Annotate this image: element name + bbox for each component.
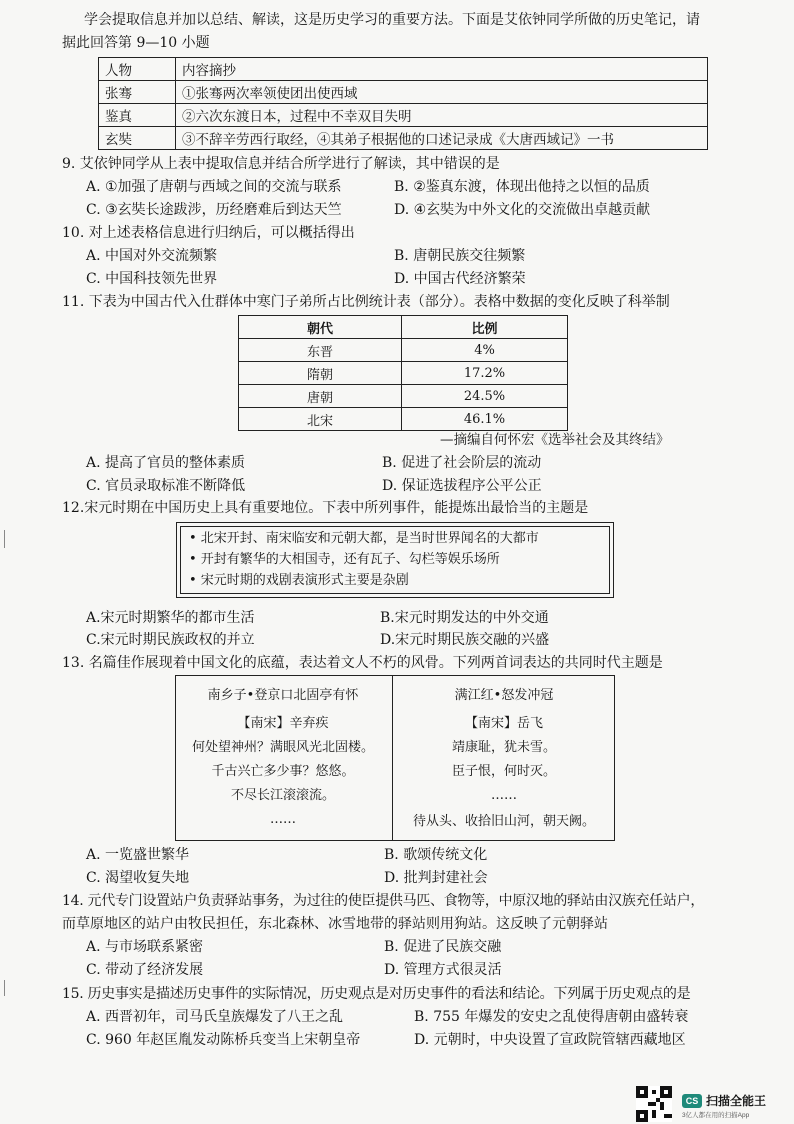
table-header: 朝代: [239, 316, 402, 339]
poem-line: 千古兴亡多少事？悠悠。: [211, 764, 355, 779]
table-row: [239, 339, 568, 362]
poem-line: 不尽长江滚滚流。: [230, 788, 335, 803]
q13-option-b[interactable]: B. 歌颂传统文化: [384, 847, 488, 863]
cs-logo-icon: CS: [682, 1094, 702, 1108]
table-row: [99, 58, 708, 81]
q11-option-d[interactable]: D. 保证选拔程序公平公正: [382, 478, 542, 494]
poem-line: ……: [270, 812, 296, 827]
q14-option-c[interactable]: C. 带动了经济发展: [86, 962, 204, 978]
table-cell: 玄奘: [99, 127, 176, 150]
q11-option-b[interactable]: B. 促进了社会阶层的流动: [382, 455, 542, 471]
intro-line-1: 学会提取信息并加以总结、解读，这是历史学习的重要方法。下面是艾依钟同学所做的历史笔记，请: [84, 12, 700, 28]
table-cell: 鉴真: [99, 104, 176, 127]
notes-table: [98, 57, 708, 150]
table-row: [239, 385, 568, 408]
q10-option-b[interactable]: B. 唐朝民族交往频繁: [394, 248, 526, 264]
scan-mark: [4, 530, 5, 548]
q14-option-d[interactable]: D. 管理方式很灵活: [384, 962, 502, 978]
table-row: [99, 127, 708, 150]
table-cell: 17.2%: [402, 362, 568, 385]
table-cell: 隋朝: [239, 362, 402, 385]
q13-option-a[interactable]: A. 一览盛世繁华: [86, 847, 190, 863]
table-cell: ③不辞辛劳西行取经，④其弟子根据他的口述记录成《大唐西域记》一书: [176, 127, 708, 150]
table-cell: 张骞: [99, 81, 176, 104]
poem-line: 何处望神州？满眼风光北固楼。: [191, 740, 374, 755]
table-cell: 46.1%: [402, 408, 568, 431]
table-cell: 4%: [402, 339, 568, 362]
q9-option-c[interactable]: C. ③玄奘长途跋涉，历经磨难后到达天竺: [86, 202, 342, 218]
table-row: [99, 104, 708, 127]
scanner-watermark: [636, 1096, 786, 1120]
poem-right: [392, 676, 615, 840]
table-cell: 唐朝: [239, 385, 402, 408]
q13-option-c[interactable]: C. 渴望收复失地: [86, 870, 190, 886]
q14-stem-line-1: 14. 元代专门设置站户负责驿站事务，为过往的使臣提供马匹、食物等，中原汉地的驿站由汉族充任站户，: [62, 893, 705, 909]
poem-author: 【南宋】岳飞: [464, 716, 543, 731]
q9-option-a[interactable]: A. ①加强了唐朝与西域之间的交流与联系: [86, 179, 342, 195]
scanner-tagline: 3亿人都在用的扫描App: [682, 1112, 750, 1119]
q15-option-c[interactable]: C. 960 年赵匡胤发动陈桥兵变当上宋朝皇帝: [86, 1032, 361, 1048]
poem-title: 满江红•怒发冲冠: [454, 688, 554, 703]
table-cell: 北宋: [239, 408, 402, 431]
ratio-table: [238, 315, 568, 431]
bullet-item: • 开封有繁华的大相国寺，还有瓦子、勾栏等娱乐场所: [189, 552, 500, 567]
q12-option-a[interactable]: A.宋元时期繁华的都市生活: [86, 610, 255, 626]
q11-option-c[interactable]: C. 官员录取标准不断降低: [86, 478, 246, 494]
q14-stem-line-2: 而草原地区的站户由牧民担任，东北森林、冰雪地带的驿站则用狗站。这反映了元朝驿站: [62, 916, 608, 932]
q14-option-b[interactable]: B. 促进了民族交融: [384, 939, 502, 955]
poem-line: 待从头、收拾旧山河，朝天阙。: [412, 814, 595, 829]
table-cell: 东晋: [239, 339, 402, 362]
q12-option-b[interactable]: B.宋元时期发达的中外交通: [380, 610, 549, 626]
poem-line: 臣子恨，何时灭。: [451, 764, 556, 779]
table-row: [239, 362, 568, 385]
q11-stem: 11. 下表为中国古代入仕群体中寒门子弟所占比例统计表（部分）。表格中数据的变化反映了科举制: [62, 294, 670, 310]
bullet-item: • 宋元时期的戏剧表演形式主要是杂剧: [189, 573, 409, 588]
q10-stem: 10. 对上述表格信息进行归纳后，可以概括得出: [62, 225, 355, 241]
q11-source: —摘编自何怀宏《选举社会及其终结》: [440, 432, 670, 448]
q13-stem: 13. 名篇佳作展现着中国文化的底蕴，表达着文人不朽的风骨。下列两首词表达的共同时代主题是: [62, 655, 663, 671]
intro-line-2: 据此回答第 9—10 小题: [62, 35, 210, 51]
q15-stem: 15. 历史事实是描述历史事件的实际情况，历史观点是对历史事件的看法和结论。下列属于历史观点的是: [62, 986, 691, 1002]
poem-author: 【南宋】辛弃疾: [237, 716, 329, 731]
q10-option-d[interactable]: D. 中国古代经济繁荣: [394, 271, 526, 287]
q10-option-c[interactable]: C. 中国科技领先世界: [86, 271, 218, 287]
table-header: 人物: [99, 58, 176, 81]
q12-option-d[interactable]: D.宋元时期民族交融的兴盛: [380, 632, 550, 648]
q15-option-d[interactable]: D. 元朝时，中央设置了宣政院管辖西藏地区: [414, 1032, 686, 1048]
qr-code-icon: [636, 1086, 672, 1122]
table-row: [99, 81, 708, 104]
poem-title: 南乡子•登京口北固亭有怀: [207, 688, 359, 703]
q9-option-b[interactable]: B. ②鉴真东渡，体现出他持之以恒的品质: [394, 179, 650, 195]
table-header: 内容摘抄: [176, 58, 708, 81]
table-row: [239, 316, 568, 339]
poem-box: [175, 675, 615, 841]
poem-line: ……: [491, 788, 517, 803]
table-header: 比例: [402, 316, 568, 339]
q13-option-d[interactable]: D. 批判封建社会: [384, 870, 488, 886]
table-row: [239, 408, 568, 431]
q10-option-a[interactable]: A. 中国对外交流频繁: [86, 248, 218, 264]
bullet-item: • 北宋开封、南宋临安和元朝大都，是当时世界闻名的大都市: [189, 531, 539, 546]
poem-left: [176, 676, 390, 840]
q9-stem: 9. 艾依钟同学从上表中提取信息并结合所学进行了解读，其中错误的是: [62, 156, 500, 172]
table-cell: ②六次东渡日本，过程中不幸双目失明: [176, 104, 708, 127]
q15-option-b[interactable]: B. 755 年爆发的安史之乱使得唐朝由盛转衰: [414, 1009, 689, 1025]
q12-event-box: [176, 522, 614, 598]
poem-line: 靖康耻，犹未雪。: [451, 740, 556, 755]
scan-mark: [4, 980, 5, 996]
q14-option-a[interactable]: A. 与市场联系紧密: [86, 939, 204, 955]
q15-option-a[interactable]: A. 西晋初年，司马氏皇族爆发了八王之乱: [86, 1009, 344, 1025]
q12-option-c[interactable]: C.宋元时期民族政权的并立: [86, 632, 255, 648]
q9-option-d[interactable]: D. ④玄奘为中外文化的交流做出卓越贡献: [394, 202, 651, 218]
q12-stem: 12.宋元时期在中国历史上具有重要地位。下表中所列事件，能提炼出最恰当的主题是: [62, 500, 589, 516]
table-cell: ①张骞两次率领使团出使西域: [176, 81, 708, 104]
table-cell: 24.5%: [402, 385, 568, 408]
q11-option-a[interactable]: A. 提高了官员的整体素质: [86, 455, 246, 471]
scanner-brand: 扫描全能王: [706, 1094, 767, 1108]
